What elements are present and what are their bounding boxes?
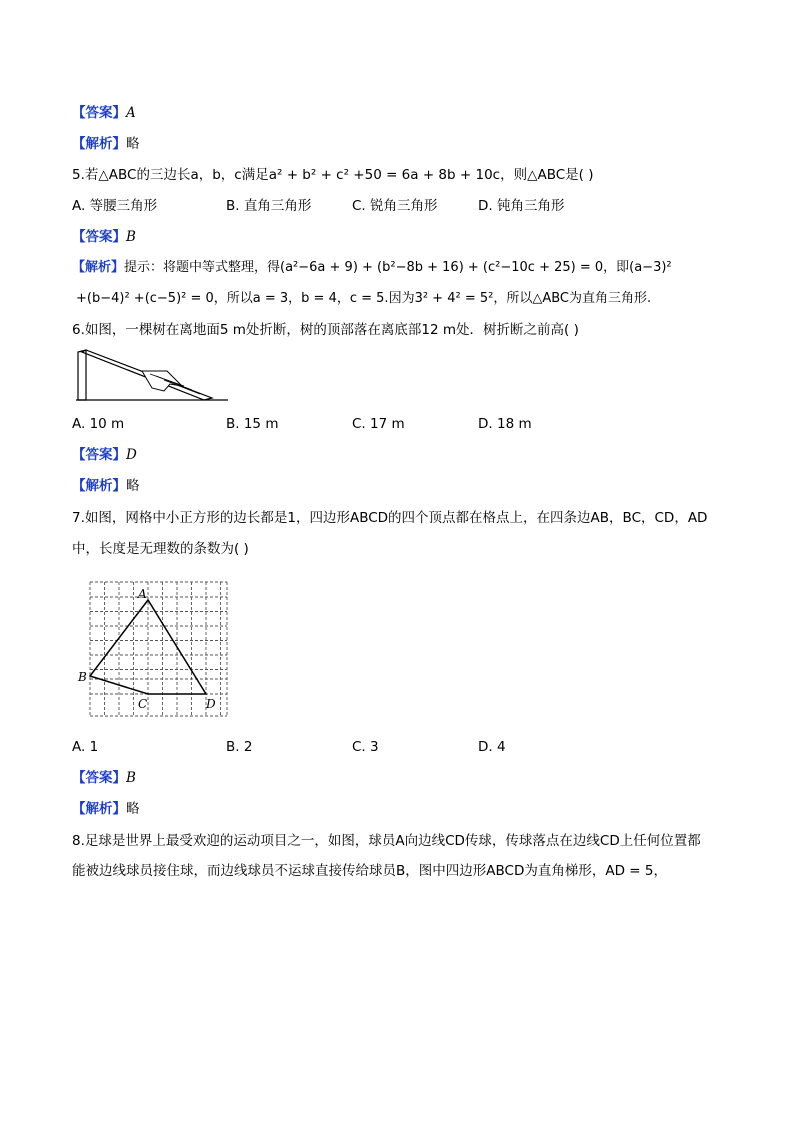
q6-option-d: D. 18 m — [478, 416, 532, 432]
vertex-label-d: D — [206, 697, 216, 711]
answer-tag: 【答案】 — [72, 229, 126, 245]
q4-answer — [72, 104, 136, 122]
q6-option-b: B. 15 m — [226, 416, 279, 432]
q6-answer — [72, 446, 137, 464]
answer-tag: 【答案】 — [72, 770, 126, 786]
q7-option-d: D. 4 — [478, 739, 506, 755]
analysis-tag: 【解析】 — [72, 136, 126, 152]
q5-option-b: B. 直角三角形 — [226, 198, 312, 214]
vertex-label-c: C — [138, 697, 148, 711]
tree-crown — [142, 371, 182, 391]
q5-answer — [72, 228, 136, 246]
grid-quadrilateral-figure — [76, 578, 236, 720]
analysis-text: 略 — [126, 136, 140, 152]
q7-stem-line1: 7.如图，网格中小正方形的边长都是1，四边形ABCD的四个顶点都在格点上，在四条边AB，BC，CD，AD — [72, 510, 708, 526]
answer-value: B — [126, 229, 136, 245]
q7-answer — [72, 769, 136, 787]
q5-analysis-line2: +(b−4)² +(c−5)² = 0，所以a = 3，b = 4，c = 5.因为3² + 4² = 5²，所以△ABC为直角三角形. — [76, 291, 652, 306]
q6-option-c: C. 17 m — [352, 416, 405, 432]
q8-stem-line2: 能被边线球员接住球，而边线球员不运球直接传给球员B，图中四边形ABCD为直角梯形，AD = 5， — [72, 863, 667, 879]
q7-option-c: C. 3 — [352, 739, 379, 755]
q5-option-d: D. 钝角三角形 — [478, 198, 565, 214]
q5-analysis-line1 — [72, 259, 672, 277]
q5-option-a: A. 等腰三角形 — [72, 198, 158, 214]
vertex-label-b: B — [78, 670, 87, 684]
answer-value: B — [126, 770, 136, 786]
q6-stem: 6.如图，一棵树在离地面5 m处折断，树的顶部落在离底部12 m处．树折断之前高( ) — [72, 322, 579, 338]
analysis-tag: 【解析】 — [72, 478, 126, 494]
answer-value: D — [126, 447, 137, 463]
q8-stem-line1: 8.足球是世界上最受欢迎的运动项目之一，如图，球员A向边线CD传球，传球落点在边线CD上任何位置都 — [72, 833, 701, 849]
q7-option-a: A. 1 — [72, 739, 99, 755]
vertex-label-a: A — [138, 587, 147, 601]
q7-option-b: B. 2 — [226, 739, 253, 755]
q4-analysis — [72, 135, 140, 153]
analysis-text: 略 — [126, 801, 140, 817]
analysis-text: 略 — [126, 478, 140, 494]
q7-stem-line2: 中，长度是无理数的条数为( ) — [72, 541, 249, 557]
broken-tree-figure — [72, 346, 232, 406]
q7-analysis — [72, 800, 140, 818]
analysis-tag: 【解析】 — [72, 801, 126, 817]
answer-value: A — [126, 105, 136, 121]
answer-tag: 【答案】 — [72, 447, 126, 463]
q6-option-a: A. 10 m — [72, 416, 125, 432]
q5-option-c: C. 锐角三角形 — [352, 198, 438, 214]
analysis-tag: 【解析】 — [72, 260, 125, 275]
analysis-text: 提示：将题中等式整理，得(a²−6a + 9) + (b²−8b + 16) + (c²−10c + 25) = 0，即(a−3)² — [124, 260, 672, 275]
tree-trunk — [78, 350, 86, 400]
q6-analysis — [72, 477, 140, 495]
answer-tag: 【答案】 — [72, 105, 126, 121]
q5-stem: 5.若△ABC的三边长a，b，c满足a² + b² + c² +50 = 6a + 8b + 10c，则△ABC是( ) — [72, 167, 594, 183]
